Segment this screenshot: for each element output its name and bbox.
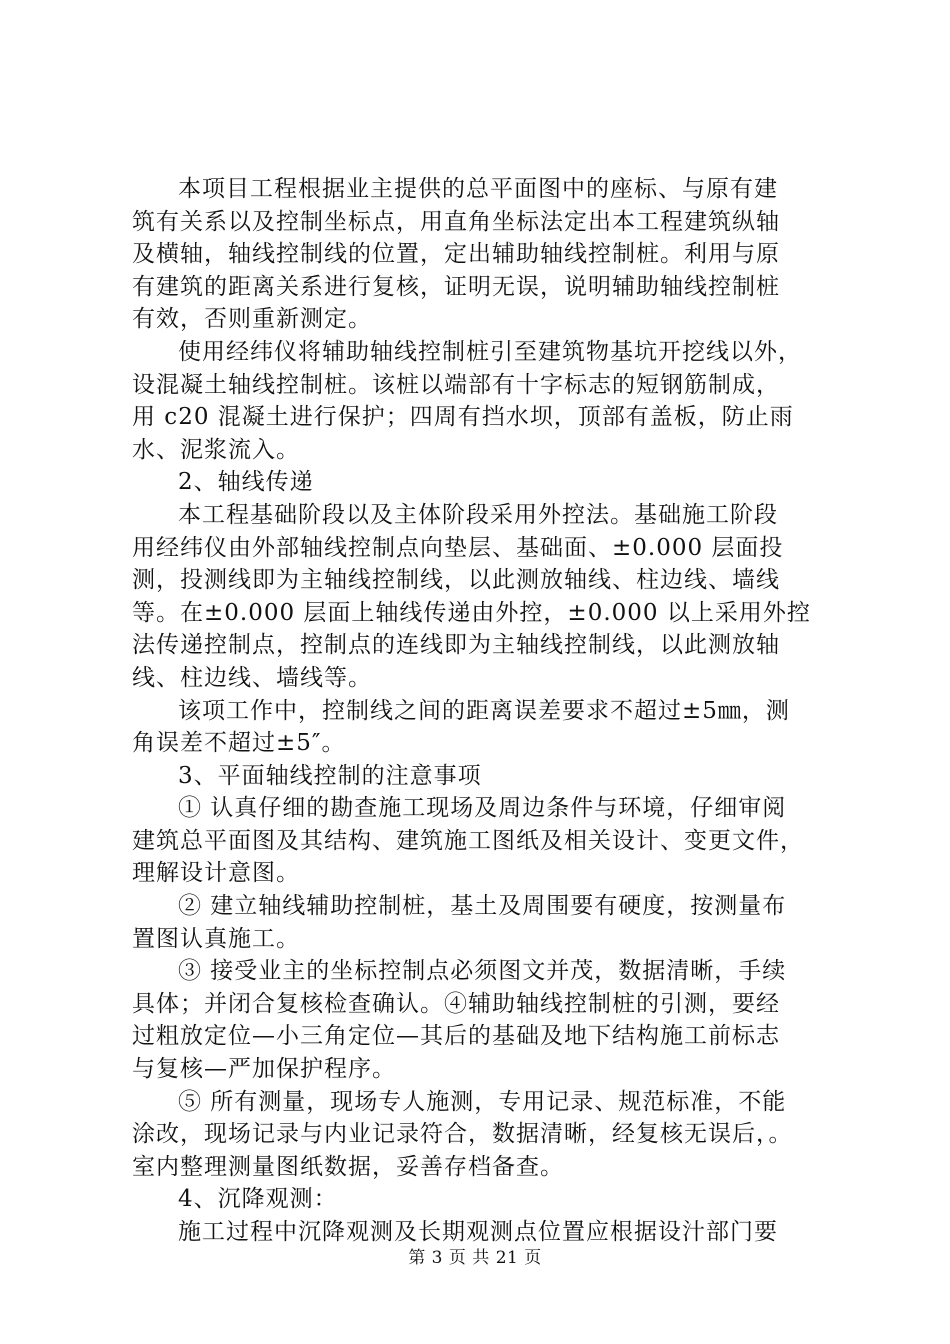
text-line: 3、平面轴线控制的注意事项 [178,762,482,789]
text-line: 建筑总平面图及其结构、建筑施工图纸及相关设计、变更文件， [132,827,804,854]
text-line: ⑤ 所有测量，现场专人施测，专用记录、规范标准，不能 [178,1088,787,1115]
page-footer: 第 3 页 共 21 页 [408,1248,542,1268]
text-line: 室内整理测量图纸数据，妥善存档备查。 [132,1153,564,1180]
text-line: 理解设计意图。 [132,860,300,887]
text-line: 有建筑的距离关系进行复核，证明无误，说明辅助轴线控制桩 [132,273,780,300]
text-line: 线、柱边线、墙线等。 [132,664,372,691]
text-line: 用 c20 混凝土进行保护；四周有挡水坝，顶部有盖板，防止雨 [132,404,794,431]
text-line: 施工过程中沉降观测及长期观测点位置应根据设汁部门要 [178,1219,778,1245]
text-line: 本工程基础阶段以及主体阶段采用外控法。基础施工阶段 [178,501,778,528]
text-line: 角误差不超过±5″。 [132,730,346,757]
text-line: 过粗放定位—小三角定位—其后的基础及地下结构施工前标志 [132,1023,780,1050]
text-line: ① 认真仔细的勘查施工现场及周边条件与环境，仔细审阅 [178,795,787,822]
text-line: 4、沉降观测： [178,1186,338,1213]
text-line: ② 建立轴线辅助控制桩，基土及周围要有硬度，按测量布 [178,893,787,920]
text-line: 等。在±0.000 层面上轴线传递由外控，±0.000 以上采用外控 [132,599,811,626]
text-line: 具体；并闭合复核检查确认。④辅助轴线控制桩的引测，要经 [132,990,780,1017]
text-line: ③ 接受业主的坐标控制点必须图文并茂，数据清晰，手续 [178,958,787,985]
text-line: 测，投测线即为主轴线控制线，以此测放轴线、柱边线、墙线 [132,567,780,594]
text-line: 2、轴线传递 [178,469,314,496]
text-line: 涂改，现场记录与内业记录符合，数据清晰，经复核无误后，。 [132,1121,793,1148]
text-line: 与复核—严加保护程序。 [132,1056,396,1083]
text-line: 及横轴，轴线控制线的位置，定出辅助轴线控制桩。利用与原 [132,241,780,268]
text-line: 有效，否则重新测定。 [132,306,372,333]
document-body [132,173,848,1249]
text-line: 法传递控制点，控制点的连线即为主轴线控制线，以此测放轴 [132,632,780,659]
text-line: 水、泥浆流入。 [132,436,300,463]
text-line: 使用经纬仪将辅助轴线控制桩引至建筑物基坑开挖线以外， [178,338,802,365]
text-line: 筑有关系以及控制坐标点，用直角坐标法定出本工程建筑纵轴 [132,208,780,235]
text-line: 本项目工程根据业主提供的总平面图中的座标、与原有建 [178,176,778,202]
text-line: 置图认真施工。 [132,925,300,952]
text-line: 用经纬仪由外部轴线控制点向垫层、基础面、±0.000 层面投 [132,534,784,561]
text-line: 该项工作中，控制线之间的距离误差要求不超过±5㎜，测 [178,697,790,724]
text-line: 设混凝土轴线控制桩。该桩以端部有十字标志的短钢筋制成， [132,371,780,398]
